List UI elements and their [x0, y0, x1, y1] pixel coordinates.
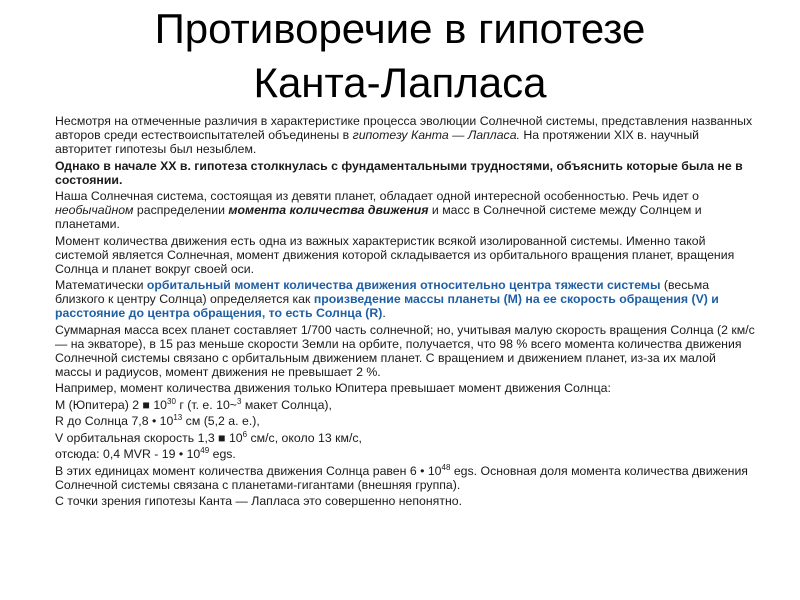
- text-span: .: [382, 306, 386, 320]
- paragraph-1: [55, 114, 755, 156]
- paragraph-6: Суммарная масса всех планет составляет 1/700 часть солнечной; но, учитывая малую скорость вращения Солнца (2 км/с — на экваторе), в 15 раз меньше скорости Земли на орбите, получается, что 98 % всего момента количества движения Солнечной системы связано с орбитальным движением планет. С вращением и движением планет, из-за их малой массы и радиусов, момент движения не превышает 2 %.: [55, 322, 755, 379]
- text-span: Математически: [55, 278, 147, 292]
- text-span: и масс в Солнечной системе между Солнцем и планетами.: [55, 203, 702, 231]
- superscript: 3: [236, 396, 242, 406]
- text-span: отсюда: 0,4 MVR - 19 • 10: [55, 447, 201, 461]
- superscript: 48: [441, 462, 451, 472]
- bold-italic-term: момента количества движения: [228, 203, 429, 217]
- text-span: R до Солнца 7,8 • 10: [55, 414, 174, 428]
- text-span: На протяжении XIX в. научный авторитет гипотезы был незыблем.: [55, 128, 700, 156]
- text-span: макет Солнца),: [241, 397, 332, 412]
- paragraph-3: [55, 189, 755, 231]
- formula-distance: [55, 414, 755, 428]
- text-span: (весьма близкого к центру Солнца) определяется как: [55, 278, 710, 306]
- slide-title: [0, 2, 800, 110]
- formula-velocity: [55, 431, 755, 445]
- italic-term: гипотезу Канта — Лапласа.: [352, 128, 520, 142]
- superscript: 30: [167, 396, 176, 406]
- paragraph-2-bold: Однако в начале XX в. гипотеза столкнулась с фундаментальными трудностями, объяснить которые была не в состоянии.: [55, 158, 743, 187]
- superscript: 6: [242, 429, 248, 439]
- highlight-term: произведение массы планеты (М) на ее скорость обращения (V) и расстояние до центра обращения, то есть Солнца (R): [55, 292, 719, 320]
- paragraph-13: С точки зрения гипотезы Канта — Лапласа это совершенно непонятно.: [55, 494, 463, 508]
- title-line-2: Канта-Лапласа: [253, 59, 547, 106]
- text-span: egs. Основная доля момента количества движения Солнечной системы связана с планетами-гигантами (внешняя группа).: [55, 463, 748, 492]
- text-span: распределении: [133, 203, 229, 217]
- paragraph-5: [55, 278, 755, 320]
- paragraph-4: Момент количества движения есть одна из важных характеристик всякой изолированной системы. Именно такой системой является Солнечная, момент движения которой складывается из орбитального вращения планет, вращения Солнца и планет вокруг своей оси.: [55, 233, 735, 276]
- slide-body: [55, 114, 755, 511]
- text-span: Несмотря на отмеченные различия в характеристике процесса эволюции Солнечной системы, представления названных авторов среди естествоиспытателей объединены в: [55, 114, 753, 142]
- text-span: В этих единицах момент количества движения Солнца равен 6 • 10: [55, 463, 442, 478]
- highlight-term: орбитальный момент количества движения относительно центра тяжести системы: [146, 278, 661, 292]
- text-span: Наша Солнечная система, состоящая из девяти планет, обладает одной интересной особенностью. Речь идет о: [55, 189, 699, 203]
- text-span: V орбитальная скорость 1,3 ■ 10: [55, 430, 243, 445]
- formula-mass: [55, 398, 755, 412]
- text-span: М (Юпитера) 2 ■ 10: [55, 397, 168, 412]
- formula-result: [55, 447, 755, 461]
- text-span: см (5,2 а. е.),: [182, 414, 260, 428]
- text-span: г (т. е. 10~: [175, 397, 237, 412]
- paragraph-7: Например, момент количества движения только Юпитера превышает момент движения Солнца:: [55, 381, 611, 395]
- title-line-1: Противоречие в гипотезе: [154, 5, 646, 52]
- italic-term: необычайном: [55, 203, 134, 217]
- paragraph-12: [55, 464, 755, 492]
- text-span: egs.: [209, 447, 236, 461]
- superscript: 49: [200, 445, 210, 455]
- text-span: см/с, около 13 км/с,: [247, 430, 362, 445]
- superscript: 13: [173, 412, 183, 422]
